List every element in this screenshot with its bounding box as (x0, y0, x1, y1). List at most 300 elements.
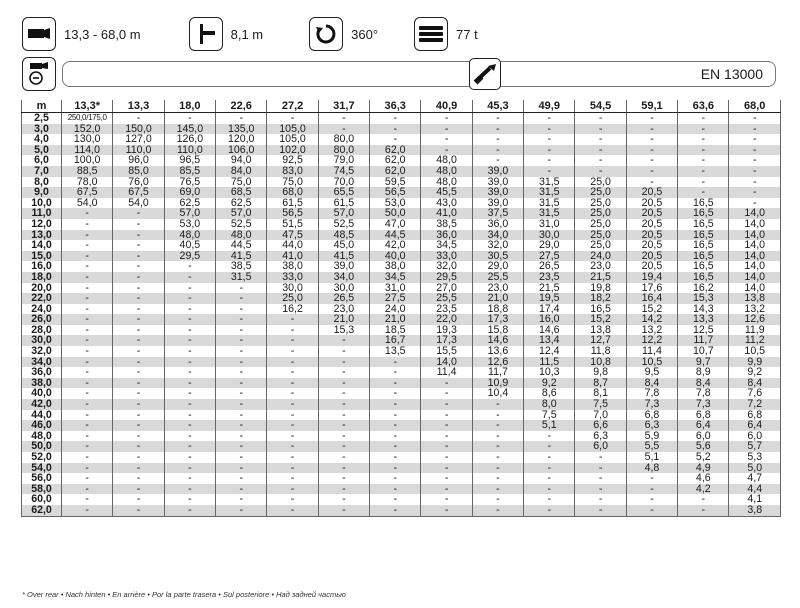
load-cell: - (216, 473, 267, 484)
load-cell: - (267, 399, 318, 410)
load-cell: 6,0 (575, 441, 626, 452)
load-cell: - (421, 473, 472, 484)
load-cell: - (113, 463, 164, 474)
load-cell: 41,0 (421, 208, 472, 219)
load-cell: - (729, 155, 781, 166)
load-cell: 27,5 (524, 251, 575, 262)
load-cell: - (216, 463, 267, 474)
load-cell: 10,5 (626, 357, 677, 368)
load-cell: 152,0 (62, 124, 113, 135)
load-cell: - (113, 346, 164, 357)
load-cell: - (216, 505, 267, 516)
load-cell: 51,5 (267, 219, 318, 230)
load-cell: - (472, 452, 523, 463)
load-cell: 105,0 (267, 124, 318, 135)
load-cell: - (113, 314, 164, 325)
boom-length-header: 59,1 (626, 100, 677, 113)
load-cell: 48,0 (421, 166, 472, 177)
load-cell: - (575, 473, 626, 484)
load-cell: 14,0 (729, 261, 781, 272)
load-cell: 30,0 (524, 230, 575, 241)
load-cell: 16,2 (267, 304, 318, 315)
load-cell: - (267, 367, 318, 378)
radius-cell: 22,0 (22, 293, 62, 304)
load-cell: 7,3 (626, 399, 677, 410)
load-cell: - (113, 473, 164, 484)
load-cell: 33,0 (421, 251, 472, 262)
load-cell: - (267, 346, 318, 357)
load-cell: - (575, 124, 626, 135)
load-cell: - (164, 388, 215, 399)
load-cell: - (370, 494, 421, 505)
load-cell: 130,0 (62, 134, 113, 145)
load-cell: - (421, 388, 472, 399)
load-cell: 8,4 (729, 378, 781, 389)
load-cell: 53,0 (164, 219, 215, 230)
load-cell: - (267, 325, 318, 336)
table-row (22, 420, 781, 431)
load-cell: 24,0 (370, 304, 421, 315)
load-cell: 92,5 (267, 155, 318, 166)
load-cell: - (113, 388, 164, 399)
table-row (22, 346, 781, 357)
load-cell: - (421, 505, 472, 516)
load-cell: - (62, 219, 113, 230)
load-chart-table (21, 100, 781, 517)
load-cell: 16,5 (678, 251, 729, 262)
radius-cell: 8,0 (22, 177, 62, 188)
load-cell: - (62, 325, 113, 336)
load-cell: - (113, 272, 164, 283)
load-cell: - (62, 494, 113, 505)
load-cell: 13,4 (524, 335, 575, 346)
load-cell: 135,0 (216, 124, 267, 135)
load-cell: 40,0 (370, 251, 421, 262)
radius-cell: 40,0 (22, 388, 62, 399)
table-row (22, 113, 781, 124)
table-row (22, 410, 781, 421)
load-cell: 84,0 (216, 166, 267, 177)
load-cell: - (575, 494, 626, 505)
load-cell: - (370, 441, 421, 452)
load-cell: - (164, 441, 215, 452)
load-cell: 62,5 (164, 198, 215, 209)
load-cell: 15,8 (472, 325, 523, 336)
load-cell: 12,7 (575, 335, 626, 346)
load-cell: - (524, 431, 575, 442)
load-cell: 96,0 (113, 155, 164, 166)
radius-cell: 44,0 (22, 410, 62, 421)
load-cell: - (318, 367, 369, 378)
load-cell: - (318, 452, 369, 463)
load-cell: 83,0 (267, 166, 318, 177)
load-cell: 7,8 (626, 388, 677, 399)
load-cell: - (421, 124, 472, 135)
slewing-value: 360° (351, 26, 379, 42)
boom-length-header: 45,3 (472, 100, 523, 113)
load-cell: - (216, 431, 267, 442)
load-cell: 110,0 (164, 145, 215, 156)
load-cell: 31,5 (216, 272, 267, 283)
load-cell: 14,2 (626, 314, 677, 325)
table-row (22, 272, 781, 283)
load-cell: - (472, 155, 523, 166)
load-cell: 10,8 (575, 357, 626, 368)
load-cell: - (267, 335, 318, 346)
radius-cell: 3,0 (22, 124, 62, 135)
load-cell: - (318, 357, 369, 368)
load-cell: 5,1 (524, 420, 575, 431)
load-cell: - (267, 314, 318, 325)
load-cell: 38,5 (421, 219, 472, 230)
load-cell: - (113, 251, 164, 262)
load-cell: 29,5 (421, 272, 472, 283)
load-cell: 74,5 (318, 166, 369, 177)
load-cell: 12,6 (729, 314, 781, 325)
load-cell: 24,0 (575, 251, 626, 262)
radius-cell: 46,0 (22, 420, 62, 431)
load-cell: 50,0 (370, 208, 421, 219)
boom-length-header: 18,0 (164, 100, 215, 113)
load-cell: 17,4 (524, 304, 575, 315)
load-cell: 96,5 (164, 155, 215, 166)
load-cell: - (370, 113, 421, 124)
load-cell: - (472, 441, 523, 452)
load-cell: - (678, 113, 729, 124)
load-cell: 12,5 (678, 325, 729, 336)
load-cell: - (524, 484, 575, 495)
load-cell: 78,0 (62, 177, 113, 188)
load-cell: 48,5 (318, 230, 369, 241)
radius-cell: 18,0 (22, 272, 62, 283)
load-cell: 75,0 (216, 177, 267, 188)
load-cell: - (472, 431, 523, 442)
load-cell: - (318, 388, 369, 399)
load-cell: 54,0 (113, 198, 164, 209)
load-cell: - (62, 335, 113, 346)
table-row (22, 473, 781, 484)
load-cell: 11,9 (729, 325, 781, 336)
table-row (22, 431, 781, 442)
load-cell: 8,4 (678, 378, 729, 389)
load-cell: 20,5 (626, 208, 677, 219)
config-row (22, 57, 778, 91)
load-cell: 4,7 (729, 473, 781, 484)
load-cell: 16,5 (575, 304, 626, 315)
load-cell: 17,3 (472, 314, 523, 325)
load-cell: 20,5 (626, 219, 677, 230)
table-row (22, 388, 781, 399)
load-cell: 11,4 (626, 346, 677, 357)
load-cell: - (729, 177, 781, 188)
load-cell: - (164, 431, 215, 442)
load-cell: 29,0 (472, 261, 523, 272)
load-cell: - (370, 378, 421, 389)
table-row (22, 441, 781, 452)
load-cell: - (626, 155, 677, 166)
load-cell: - (216, 441, 267, 452)
load-cell: - (267, 441, 318, 452)
load-cell: 20,5 (626, 251, 677, 262)
load-cell: 14,0 (729, 240, 781, 251)
load-cell: - (318, 399, 369, 410)
load-cell: 94,0 (216, 155, 267, 166)
load-cell: - (318, 346, 369, 357)
load-cell: 25,0 (575, 198, 626, 209)
load-cell: - (62, 251, 113, 262)
load-cell: 11,4 (421, 367, 472, 378)
load-cell: - (575, 505, 626, 516)
load-cell: 34,0 (318, 272, 369, 283)
load-cell: 37,5 (472, 208, 523, 219)
load-cell: - (524, 113, 575, 124)
load-cell: 62,0 (370, 166, 421, 177)
load-cell: 48,0 (421, 177, 472, 188)
load-cell: - (472, 505, 523, 516)
load-cell: - (113, 410, 164, 421)
load-cell: - (164, 357, 215, 368)
load-cell: 12,6 (472, 357, 523, 368)
load-cell: 16,2 (678, 283, 729, 294)
jib-length-value: 8,1 m (230, 26, 264, 42)
load-cell: - (678, 187, 729, 198)
load-cell: 21,0 (318, 314, 369, 325)
load-cell: - (216, 378, 267, 389)
load-cell: - (575, 452, 626, 463)
load-cell: 67,5 (113, 187, 164, 198)
load-cell: - (524, 463, 575, 474)
table-row (22, 378, 781, 389)
load-cell: - (216, 335, 267, 346)
load-cell: 61,5 (318, 198, 369, 209)
load-cell: - (524, 124, 575, 135)
load-cell: - (216, 346, 267, 357)
load-cell: - (62, 230, 113, 241)
load-cell: - (164, 335, 215, 346)
load-cell: - (267, 494, 318, 505)
load-cell: 8,1 (575, 388, 626, 399)
load-cell: - (318, 463, 369, 474)
load-cell: - (421, 399, 472, 410)
load-cell: - (113, 219, 164, 230)
load-cell: - (524, 505, 575, 516)
radius-cell: 38,0 (22, 378, 62, 389)
load-cell: 20,5 (626, 261, 677, 272)
load-cell: - (575, 484, 626, 495)
table-row (22, 494, 781, 505)
load-cell: 16,0 (524, 314, 575, 325)
load-cell: 20,5 (626, 230, 677, 241)
load-cell: - (164, 420, 215, 431)
load-cell: 25,0 (267, 293, 318, 304)
load-cell: 21,5 (524, 283, 575, 294)
load-cell: 13,2 (729, 304, 781, 315)
load-cell: 10,7 (678, 346, 729, 357)
load-cell: 45,5 (421, 187, 472, 198)
telescopic-boom-config-icon (469, 58, 501, 90)
load-cell: - (370, 357, 421, 368)
load-cell: - (113, 420, 164, 431)
load-cell: 8,9 (678, 367, 729, 378)
load-cell: - (575, 155, 626, 166)
load-cell: 18,5 (370, 325, 421, 336)
load-cell: 16,5 (678, 198, 729, 209)
load-cell: - (370, 484, 421, 495)
load-cell: - (113, 441, 164, 452)
load-cell: - (267, 113, 318, 124)
load-cell: - (62, 283, 113, 294)
radius-cell: 52,0 (22, 452, 62, 463)
load-cell: 56,5 (370, 187, 421, 198)
load-cell: 5,0 (729, 463, 781, 474)
table-row (22, 166, 781, 177)
load-cell: 42,0 (370, 240, 421, 251)
load-cell: 5,3 (729, 452, 781, 463)
load-cell: 45,0 (318, 240, 369, 251)
load-cell: - (472, 113, 523, 124)
load-cell: 7,2 (729, 399, 781, 410)
load-cell: 30,5 (472, 251, 523, 262)
load-cell: 59,5 (370, 177, 421, 188)
load-cell: - (267, 378, 318, 389)
load-cell: 12,4 (524, 346, 575, 357)
load-cell: 29,5 (164, 251, 215, 262)
radius-cell: 28,0 (22, 325, 62, 336)
load-cell: 14,0 (729, 283, 781, 294)
load-cell: 38,0 (267, 261, 318, 272)
load-cell: - (318, 335, 369, 346)
load-cell: 32,0 (472, 240, 523, 251)
load-cell: 44,5 (216, 240, 267, 251)
load-cell: 76,0 (113, 177, 164, 188)
load-cell: 44,5 (370, 230, 421, 241)
load-cell: - (318, 410, 369, 421)
load-cell: - (216, 484, 267, 495)
load-cell: - (575, 134, 626, 145)
load-cell: - (216, 304, 267, 315)
load-cell: 145,0 (164, 124, 215, 135)
load-cell: - (164, 293, 215, 304)
load-cell: - (421, 441, 472, 452)
load-cell: 5,5 (626, 441, 677, 452)
table-row (22, 367, 781, 378)
load-cell: - (626, 113, 677, 124)
load-cell: - (216, 283, 267, 294)
load-cell: 7,6 (729, 388, 781, 399)
radius-cell: 5,0 (22, 145, 62, 156)
load-cell: 23,5 (421, 304, 472, 315)
load-cell: 7,0 (575, 410, 626, 421)
radius-cell: 12,0 (22, 219, 62, 230)
load-cell: - (729, 124, 781, 135)
load-cell: 29,0 (524, 240, 575, 251)
table-row (22, 505, 781, 516)
load-cell: - (524, 441, 575, 452)
load-cell: - (62, 357, 113, 368)
load-cell: 23,0 (318, 304, 369, 315)
load-cell: - (164, 261, 215, 272)
load-cell: - (318, 420, 369, 431)
load-cell: 47,0 (370, 219, 421, 230)
load-cell: - (113, 505, 164, 516)
load-cell: - (113, 399, 164, 410)
load-cell: - (318, 441, 369, 452)
radius-cell: 4,0 (22, 134, 62, 145)
load-cell: 8,4 (626, 378, 677, 389)
radius-cell: 50,0 (22, 441, 62, 452)
load-cell: - (113, 378, 164, 389)
load-cell: - (370, 124, 421, 135)
load-cell: 9,5 (626, 367, 677, 378)
radius-cell: 15,0 (22, 251, 62, 262)
load-cell: - (62, 452, 113, 463)
load-cell: - (113, 325, 164, 336)
table-row (22, 399, 781, 410)
load-cell: 68,5 (216, 187, 267, 198)
load-cell: - (164, 399, 215, 410)
load-cell: 27,5 (370, 293, 421, 304)
load-cell: 14,0 (729, 219, 781, 230)
load-cell: 25,0 (575, 230, 626, 241)
load-cell: - (267, 420, 318, 431)
load-cell: - (370, 452, 421, 463)
load-cell: - (113, 367, 164, 378)
radius-cell: 30,0 (22, 335, 62, 346)
load-cell: 5,9 (626, 431, 677, 442)
load-cell: - (678, 494, 729, 505)
load-cell: - (164, 484, 215, 495)
load-cell: - (164, 346, 215, 357)
radius-cell: 60,0 (22, 494, 62, 505)
load-cell: - (678, 134, 729, 145)
load-cell: 11,7 (472, 367, 523, 378)
load-cell: - (318, 494, 369, 505)
load-cell: 14,0 (729, 208, 781, 219)
load-cell: - (575, 463, 626, 474)
load-cell: - (62, 346, 113, 357)
boom-length-header: 13,3 (113, 100, 164, 113)
load-cell: - (421, 494, 472, 505)
load-cell: 48,0 (421, 155, 472, 166)
load-cell: - (524, 134, 575, 145)
load-cell: - (421, 484, 472, 495)
load-cell: - (62, 505, 113, 516)
load-cell: 19,3 (421, 325, 472, 336)
load-cell: 18,8 (472, 304, 523, 315)
load-cell: 16,5 (678, 272, 729, 283)
load-cell: 80,0 (318, 145, 369, 156)
load-cell: 32,0 (421, 261, 472, 272)
load-cell: 7,5 (524, 410, 575, 421)
load-cell: - (164, 113, 215, 124)
boom-length-value: 13,3 - 68,0 m (64, 26, 141, 42)
load-cell: 14,6 (472, 335, 523, 346)
load-cell: 126,0 (164, 134, 215, 145)
load-cell: 7,5 (575, 399, 626, 410)
load-cell: 17,3 (421, 335, 472, 346)
load-cell: - (626, 473, 677, 484)
load-cell: 38,0 (370, 261, 421, 272)
radius-cell: 14,0 (22, 240, 62, 251)
radius-cell: 7,0 (22, 166, 62, 177)
load-cell: - (678, 177, 729, 188)
load-cell: - (421, 410, 472, 421)
load-cell: 19,4 (626, 272, 677, 283)
radius-cell: 36,0 (22, 367, 62, 378)
load-cell: 110,0 (113, 145, 164, 156)
load-cell: - (164, 505, 215, 516)
load-cell: 41,5 (318, 251, 369, 262)
